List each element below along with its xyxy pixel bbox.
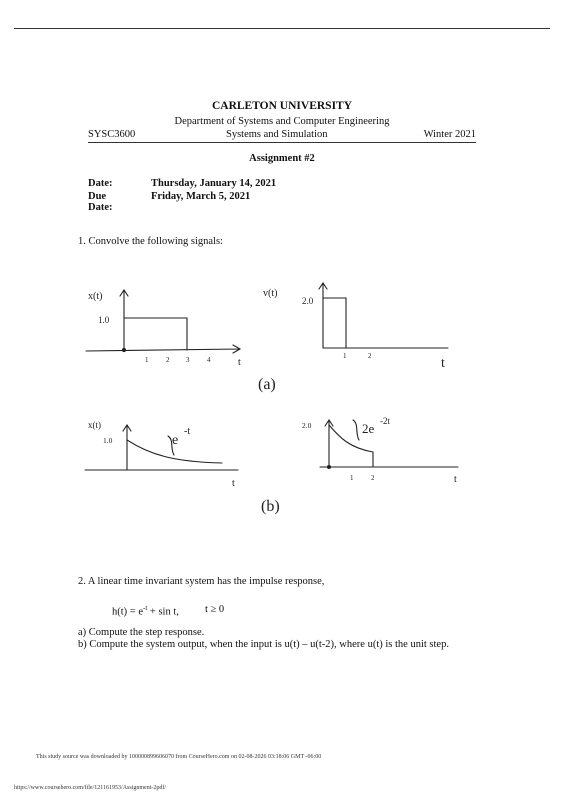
sketch-b-caption: (b) <box>261 498 280 515</box>
sketch-a-x-tick-2: 2 <box>166 356 170 364</box>
assignment-title: Assignment #2 <box>249 153 315 164</box>
equation-base: h(t) = e <box>112 606 143 618</box>
sketch-b-x-label: x(t) <box>88 420 101 430</box>
question-2-part-b: b) Compute the system output, when the input is u(t) – u(t-2), where u(t) is the unit step. <box>78 639 449 650</box>
sketch-a-x-vertical-axis <box>120 290 128 350</box>
sketch-b-v-vertical-axis <box>325 420 333 467</box>
sketch-b-x-axis-label: t <box>232 478 235 489</box>
sketch-b-v-level: 2.0 <box>302 421 312 430</box>
sketch-a-x-tick-1: 1 <box>145 356 149 364</box>
sketch-b-v-axis-label: t <box>454 474 457 485</box>
sketch-a-v-axis-label: t <box>441 356 445 371</box>
sketch-a-x-dot <box>122 348 125 351</box>
source-url[interactable]: https://www.coursehero.com/file/121161953/Assignment-2pdf/ <box>14 785 167 791</box>
sketch-a-x-level: 1.0 <box>98 315 110 325</box>
sketch-a-v-vertical-axis <box>319 283 327 348</box>
sketch-a-x-axis-label: t <box>238 357 241 368</box>
sketch-a-x-horizontal-axis <box>86 345 240 353</box>
course-code: SYSC3600 <box>88 129 136 140</box>
course-name: Systems and Simulation <box>226 129 328 140</box>
date-label: Date: <box>88 178 113 189</box>
sketch-a-v-pulse <box>323 298 346 348</box>
sketch-a-v-label: v(t) <box>263 288 278 299</box>
equation-condition: t ≥ 0 <box>205 604 225 615</box>
sketch-b-v-dot <box>328 466 331 469</box>
sketch-a-v-tick-1: 1 <box>343 352 347 360</box>
sketch-a-v-level: 2.0 <box>302 296 314 306</box>
question-1-text: 1. Convolve the following signals: <box>78 236 223 247</box>
date-value: Thursday, January 14, 2021 <box>151 178 277 189</box>
impulse-response-equation <box>112 604 179 618</box>
sketch-b-x-curve-exponent: -t <box>184 426 191 437</box>
sketch-b-v-curve-exponent: -2t <box>380 416 390 426</box>
sketch-a-x-pulse <box>124 318 187 350</box>
sketch-b-x-curve-label: e <box>172 433 179 448</box>
question-2-text: 2. A linear time invariant system has the impulse response, <box>78 576 325 587</box>
sketch-a-x-tick-4: 4 <box>207 356 211 364</box>
sketch-b-x-level: 1.0 <box>103 436 113 445</box>
download-notice: This study source was downloaded by 100000899606070 from CourseHero.com on 02-08-2026 03:18:06 GMT -06:00 <box>36 754 322 760</box>
sketch-b-v-curve-pointer <box>353 420 359 440</box>
equation-rest: + sin t, <box>147 606 179 618</box>
sketch-b-x-vertical-axis <box>123 425 131 470</box>
equation-exponent: -t <box>143 604 148 612</box>
sketch-a-caption: (a) <box>258 376 276 393</box>
sketch-b-v-tick-1: 1 <box>350 474 354 482</box>
sketch-b-v-curve-label: 2e <box>362 421 375 436</box>
university-name: CARLETON UNIVERSITY <box>211 100 353 112</box>
term: Winter 2021 <box>423 129 476 140</box>
question-2-part-a: a) Compute the step response. <box>78 627 205 638</box>
sketch-a-x-label: x(t) <box>88 291 103 302</box>
sketch-a-x-tick-3: 3 <box>186 356 190 364</box>
sketch-b-v-tick-2: 2 <box>371 474 375 482</box>
due-date-value: Friday, March 5, 2021 <box>151 191 251 202</box>
department-name: Department of Systems and Computer Engineering <box>174 116 390 127</box>
due-date-label: Due Date: <box>88 191 113 213</box>
sketch-a-v-tick-2: 2 <box>368 352 372 360</box>
